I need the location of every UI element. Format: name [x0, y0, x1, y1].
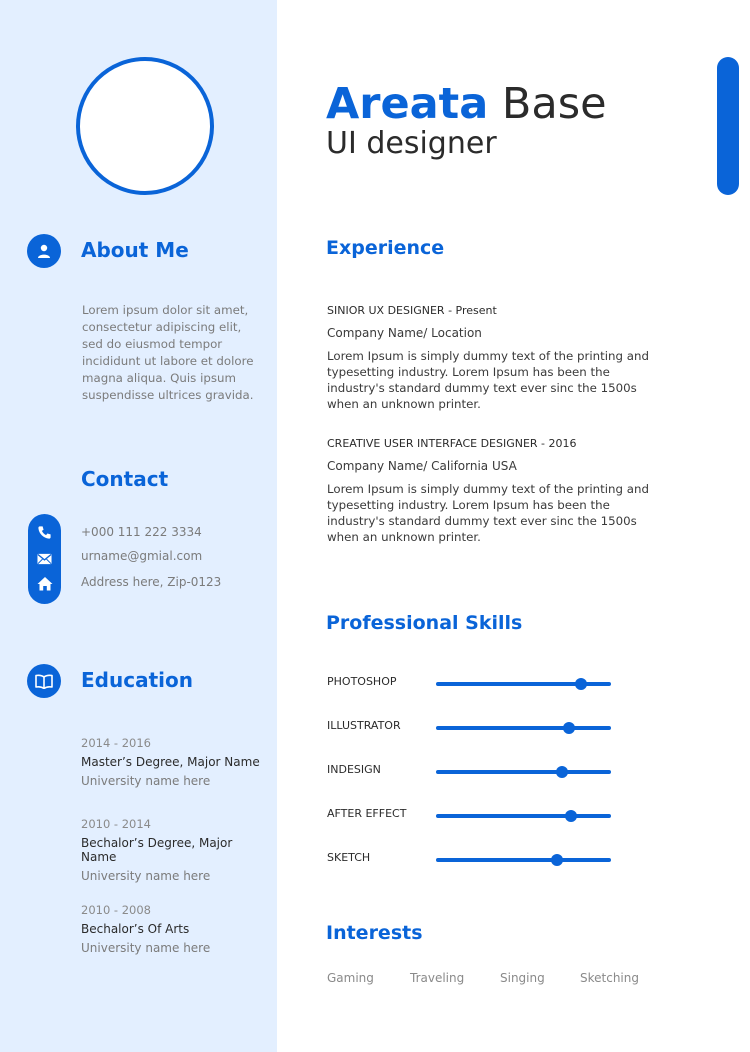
skill-level-knob [565, 810, 577, 822]
skill-name: AFTER EFFECT [327, 807, 407, 820]
experience-company: Company Name/ Location [327, 326, 482, 340]
about-text: Lorem ipsum dolor sit amet, consectetur adipiscing elit, sed do eiusmod tempor incididunt ut labore et dolore magna aliqua. Quis ipsum suspendisse ultrices gravida. [82, 303, 254, 402]
experience-description: Lorem Ipsum is simply dummy text of the printing and typesetting industry. Lorem Ipsum has been the industry's standard dummy text ever sinc the 1500s when an unknown printer. [327, 349, 649, 411]
experience-item [327, 437, 657, 545]
education-years: 2010 - 2014 [81, 817, 151, 831]
experience-item [327, 304, 657, 412]
last-name: Base [501, 79, 607, 129]
skills-title: Professional Skills [326, 612, 523, 634]
education-years: 2014 - 2016 [81, 736, 151, 750]
skill-name: SKETCH [327, 851, 371, 864]
home-icon [36, 575, 53, 592]
about-title: About Me [81, 238, 189, 262]
person-name [326, 78, 607, 130]
experience-title: Experience [326, 237, 445, 259]
skill-row [327, 717, 617, 737]
education-degree: Master’s Degree, Major Name [81, 755, 260, 769]
user-icon [27, 234, 61, 268]
experience-position: SINIOR UX DESIGNER - Present [327, 304, 497, 317]
education-degree: Bechalor’s Of Arts [81, 922, 190, 936]
skill-row [327, 805, 617, 825]
education-item [81, 903, 271, 955]
skill-row [327, 849, 617, 869]
education-item [81, 817, 271, 883]
skill-name: INDESIGN [327, 763, 381, 776]
phone-icon [36, 524, 53, 541]
education-item [81, 736, 271, 788]
education-university: University name here [81, 941, 211, 955]
contact-icon-bar [28, 514, 61, 604]
experience-company: Company Name/ California USA [327, 459, 517, 473]
education-degree: Bechalor’s Degree, Major Name [81, 836, 233, 864]
first-name: Areata [326, 79, 489, 129]
interest-item: Gaming [327, 971, 374, 985]
interests-title: Interests [326, 922, 423, 944]
contact-title: Contact [81, 467, 169, 491]
education-years: 2010 - 2008 [81, 903, 151, 917]
skill-name: ILLUSTRATOR [327, 719, 401, 732]
skill-level-knob [575, 678, 587, 690]
book-icon [27, 664, 61, 698]
interest-item: Singing [500, 971, 545, 985]
skill-level-track [436, 682, 611, 686]
interest-item: Traveling [410, 971, 465, 985]
skill-level-track [436, 814, 611, 818]
experience-position: CREATIVE USER INTERFACE DESIGNER - 2016 [327, 437, 577, 450]
skill-row [327, 673, 617, 693]
experience-description: Lorem Ipsum is simply dummy text of the printing and typesetting industry. Lorem Ipsum has been the industry's standard dummy text ever sinc the 1500s when an unknown printer. [327, 482, 649, 544]
skill-name: PHOTOSHOP [327, 675, 397, 688]
skill-level-knob [556, 766, 568, 778]
contact-email: urname@gmial.com [81, 549, 203, 563]
skill-level-track [436, 858, 611, 862]
contact-address: Address here, Zip-0123 [81, 575, 222, 589]
education-university: University name here [81, 869, 211, 883]
skill-level-track [436, 726, 611, 730]
skill-level-knob [551, 854, 563, 866]
education-university: University name here [81, 774, 211, 788]
interest-item: Sketching [580, 971, 639, 985]
skill-row [327, 761, 617, 781]
decorative-accent-bar [717, 57, 739, 195]
job-role: UI designer [326, 126, 497, 161]
profile-photo-placeholder [76, 57, 214, 195]
mail-icon [36, 550, 53, 567]
education-title: Education [81, 668, 193, 692]
contact-phone: +000 111 222 3334 [81, 525, 202, 539]
skill-level-knob [563, 722, 575, 734]
skill-level-track [436, 770, 611, 774]
